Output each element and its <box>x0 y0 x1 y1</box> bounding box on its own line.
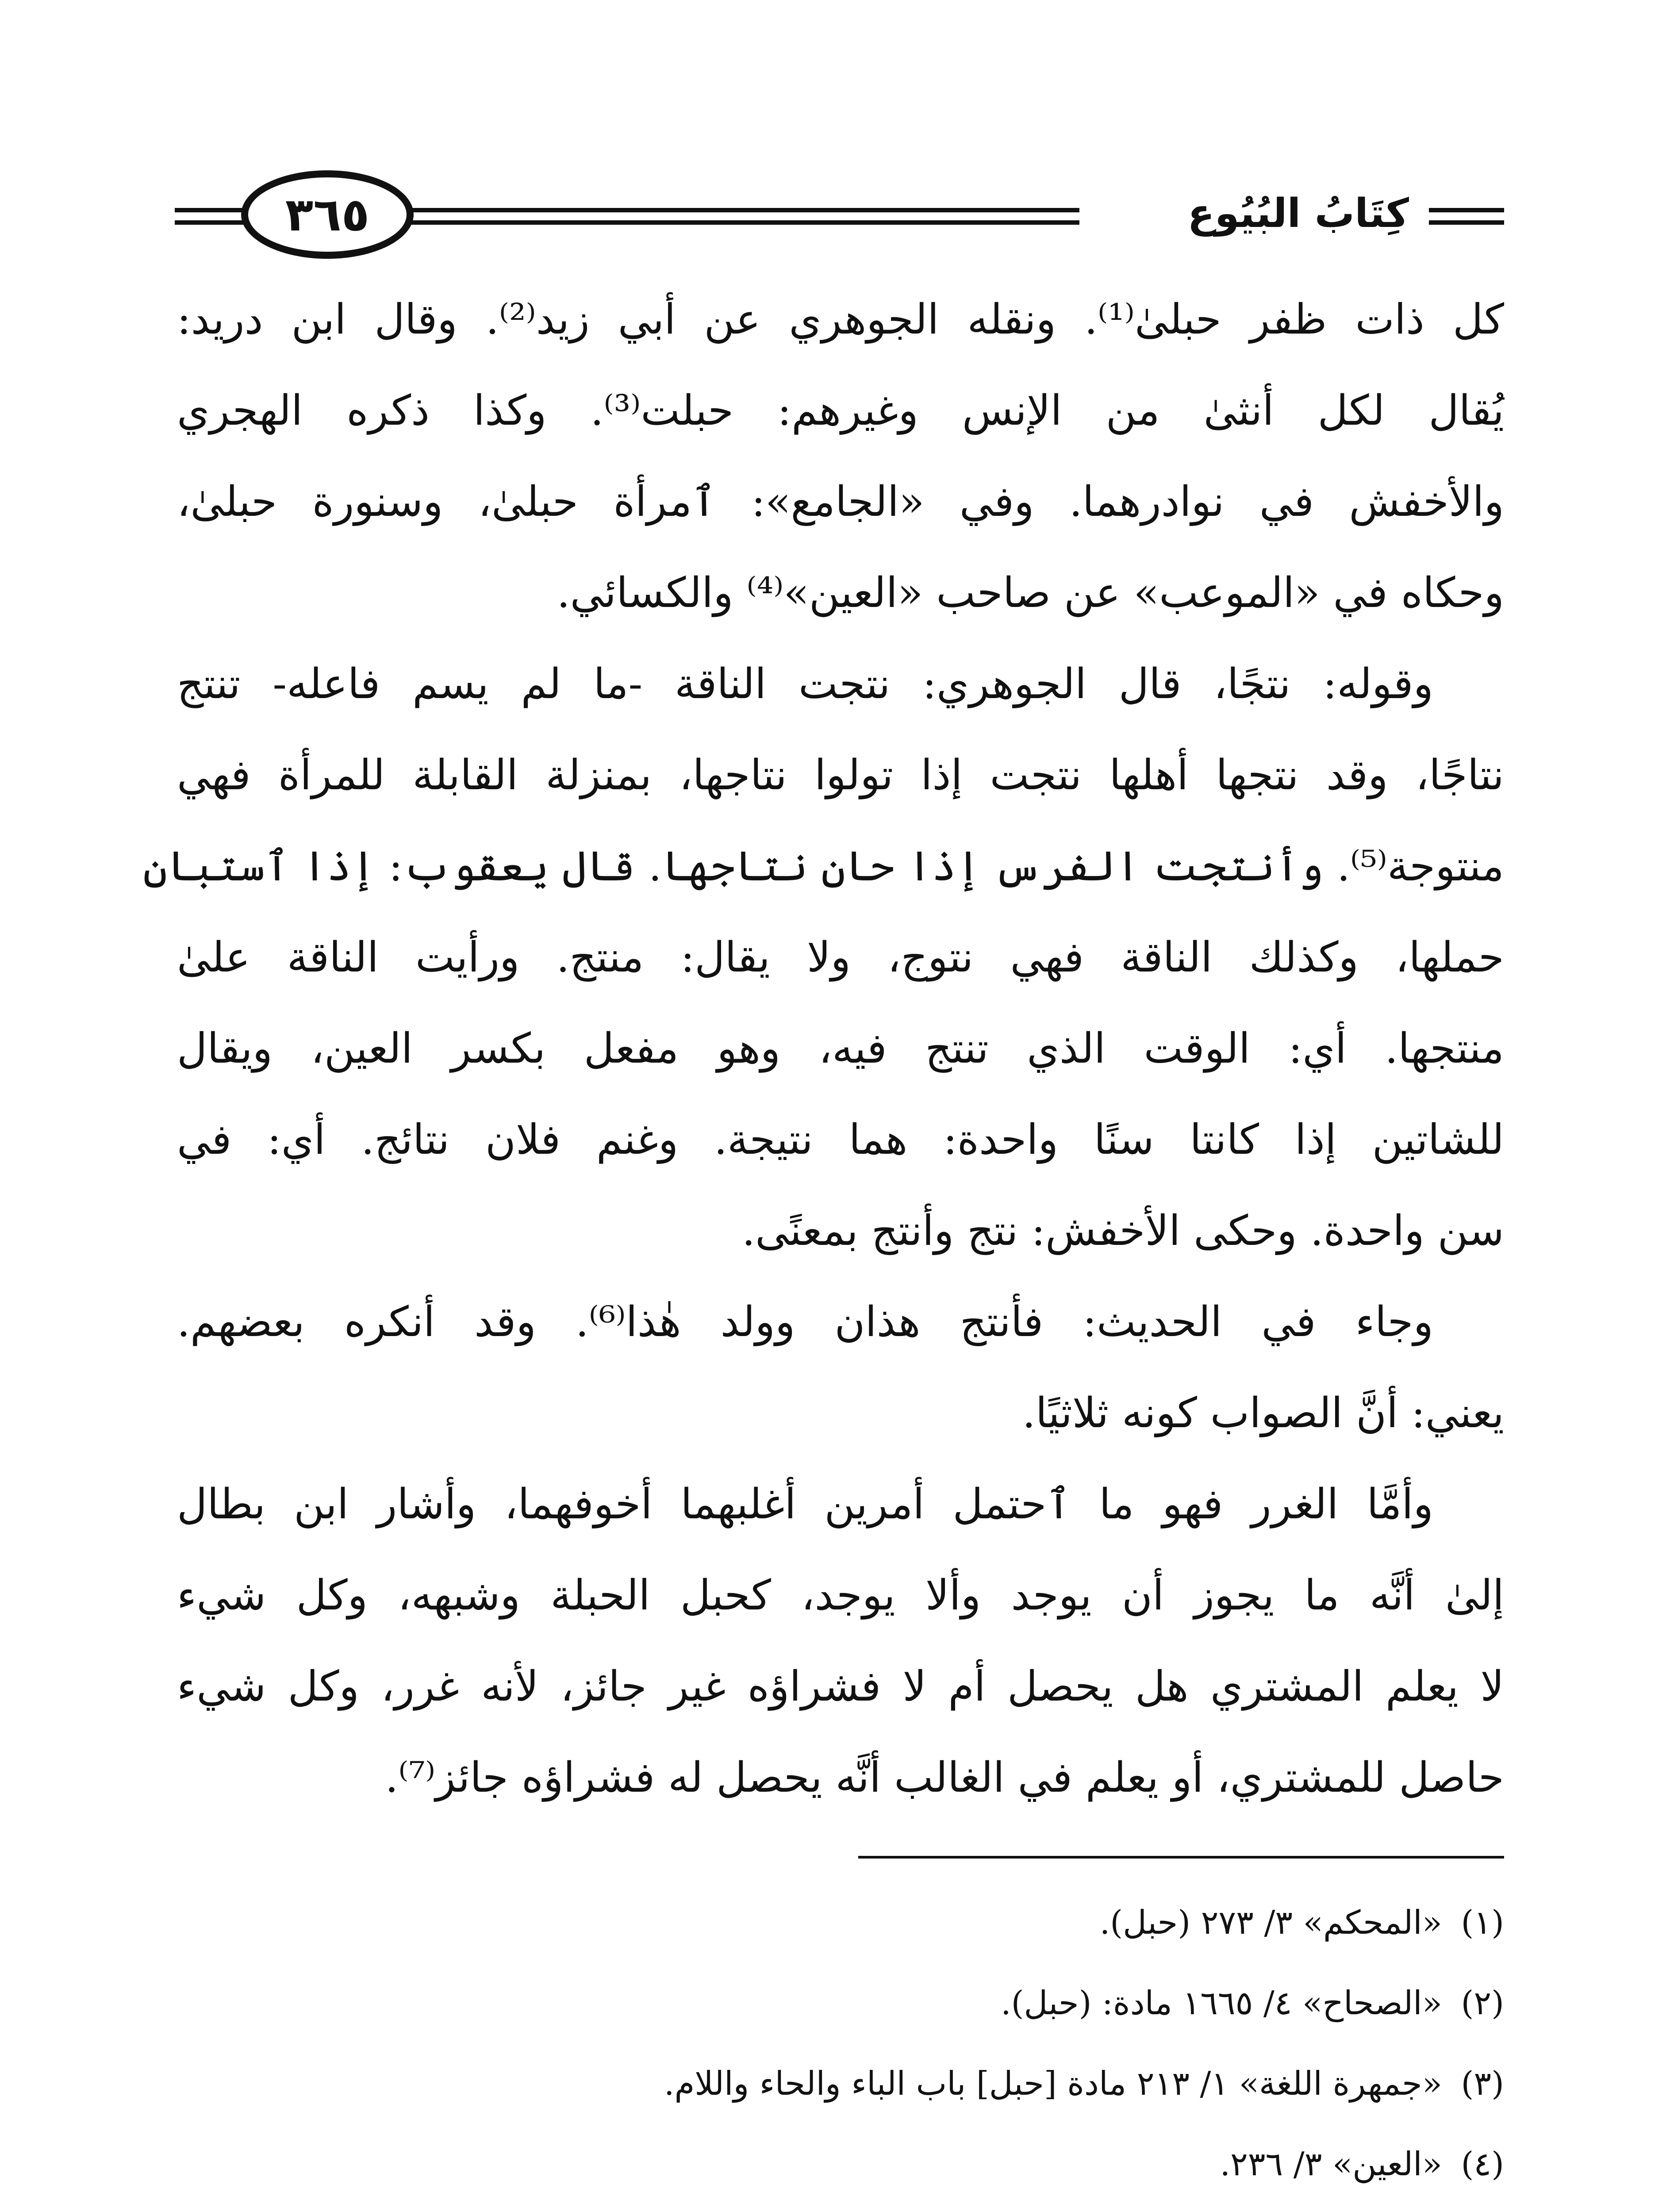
body-line: وجاء في الحديث: فأنتج هذان وولد هٰذا⁽⁶⁾. وقد أنكره بعضهم. <box>177 1298 1433 1346</box>
body-line: للشاتين إذا كانتا سنًا واحدة: هما نتيجة. وغنم فلان نتائج. أي: في <box>177 1116 1504 1164</box>
footnote-number: (٤) <box>1461 2145 1504 2183</box>
footnote <box>164 1963 1504 2043</box>
body-line: حاصل للمشتري، أو يعلم في الغالب أنَّه يحصل له فشراؤه جائز⁽⁷⁾. <box>385 1754 1504 1802</box>
body-line: منتوجة⁽⁵⁾. وأنتجت الفرس إذا حان نتاجها. قال يعقوب: إذا ٱستبان <box>143 842 1504 891</box>
header-rule-right-bottom <box>1429 220 1504 225</box>
footnote-number <box>1442 2204 1504 2212</box>
header-rule-left-bottom <box>175 220 246 225</box>
footnote-text: «الصحاح» ٤/ ١٦٦٥ مادة: (حبل). <box>1001 1984 1442 2022</box>
body-line: حملها، وكذلك الناقة فهي نتوج، ولا يقال: منتج. ورأيت الناقة علىٰ <box>177 933 1504 982</box>
header-rule-right-top <box>1429 208 1504 212</box>
footnote-text: «العين» ٣/ ٢٣٦. <box>1220 2145 1442 2183</box>
body-line: سن واحدة. وحكى الأخفش: نتج وأنتج بمعنًى. <box>742 1207 1504 1255</box>
body-text <box>143 274 1504 1824</box>
body-line: والأخفش في نوادرهما. وفي «الجامع»: ٱمرأة حبلىٰ، وسنورة حبلىٰ، <box>177 478 1504 526</box>
footnote <box>164 1882 1504 1963</box>
page-number: ٣٦٥ <box>285 188 370 242</box>
footnote-text: «المحكم» ٣/ ٢٧٣ (حبل). <box>1099 1904 1442 1942</box>
body-line: لا يعلم المشتري هل يحصل أم لا فشراؤه غير جائز، لأنه غرر، وكل شيء <box>177 1663 1504 1711</box>
page-number-oval <box>241 170 414 259</box>
body-line: وحكاه في «الموعب» عن صاحب «العين»⁽⁴⁾ والكسائي. <box>557 569 1504 617</box>
footnote-number: (٢) <box>1461 1984 1504 2022</box>
body-line: يعني: أنَّ الصواب كونه ثلاثيًا. <box>1022 1389 1504 1437</box>
running-head: كِتَابُ البُيُوع <box>1187 190 1409 237</box>
header-rule-middle-top <box>411 208 1079 212</box>
body-line: كل ذات ظفر حبلىٰ⁽¹⁾. ونقله الجوهري عن أبي زيد⁽²⁾. وقال ابن دريد: <box>177 296 1504 344</box>
footnote-separator <box>858 1856 1504 1859</box>
footnote-number: (١) <box>1461 1904 1504 1942</box>
body-line: يُقال لكل أنثىٰ من الإنس وغيرهم: حبلت⁽³⁾. وكذا ذكره الهجري <box>177 387 1504 435</box>
body-line: منتجها. أي: الوقت الذي تنتج فيه، وهو مفعل بكسر العين، ويقال <box>177 1025 1504 1073</box>
footnote-number: (٣) <box>1461 2065 1504 2103</box>
body-line: إلىٰ أنَّه ما يجوز أن يوجد وألا يوجد، كحبل الحبلة وشبهه، وكل شيء <box>177 1571 1504 1620</box>
body-line: وقوله: نتجًا، قال الجوهري: نتجت الناقة -ما لم يسم فاعله- تنتج <box>177 660 1433 708</box>
body-line: وأمَّا الغرر فهو ما ٱحتمل أمرين أغلبهما أخوفهما، وأشار ابن بطال <box>177 1480 1433 1528</box>
body-line: نتاجًا، وقد نتجها أهلها نتجت إذا تولوا نتاجها، بمنزلة القابلة للمرأة فهي <box>177 751 1504 799</box>
footnote-text: «جمهرة اللغة» ١/ ٢١٣ مادة [حبل] باب الباء والحاء واللام. <box>664 2065 1442 2103</box>
footnote <box>164 2043 1504 2124</box>
header-rule-middle-bottom <box>411 220 1079 225</box>
footnote <box>164 2204 1504 2212</box>
footnotes <box>164 1882 1504 2212</box>
footnote <box>164 2124 1504 2204</box>
header-rule-left-top <box>175 208 246 212</box>
